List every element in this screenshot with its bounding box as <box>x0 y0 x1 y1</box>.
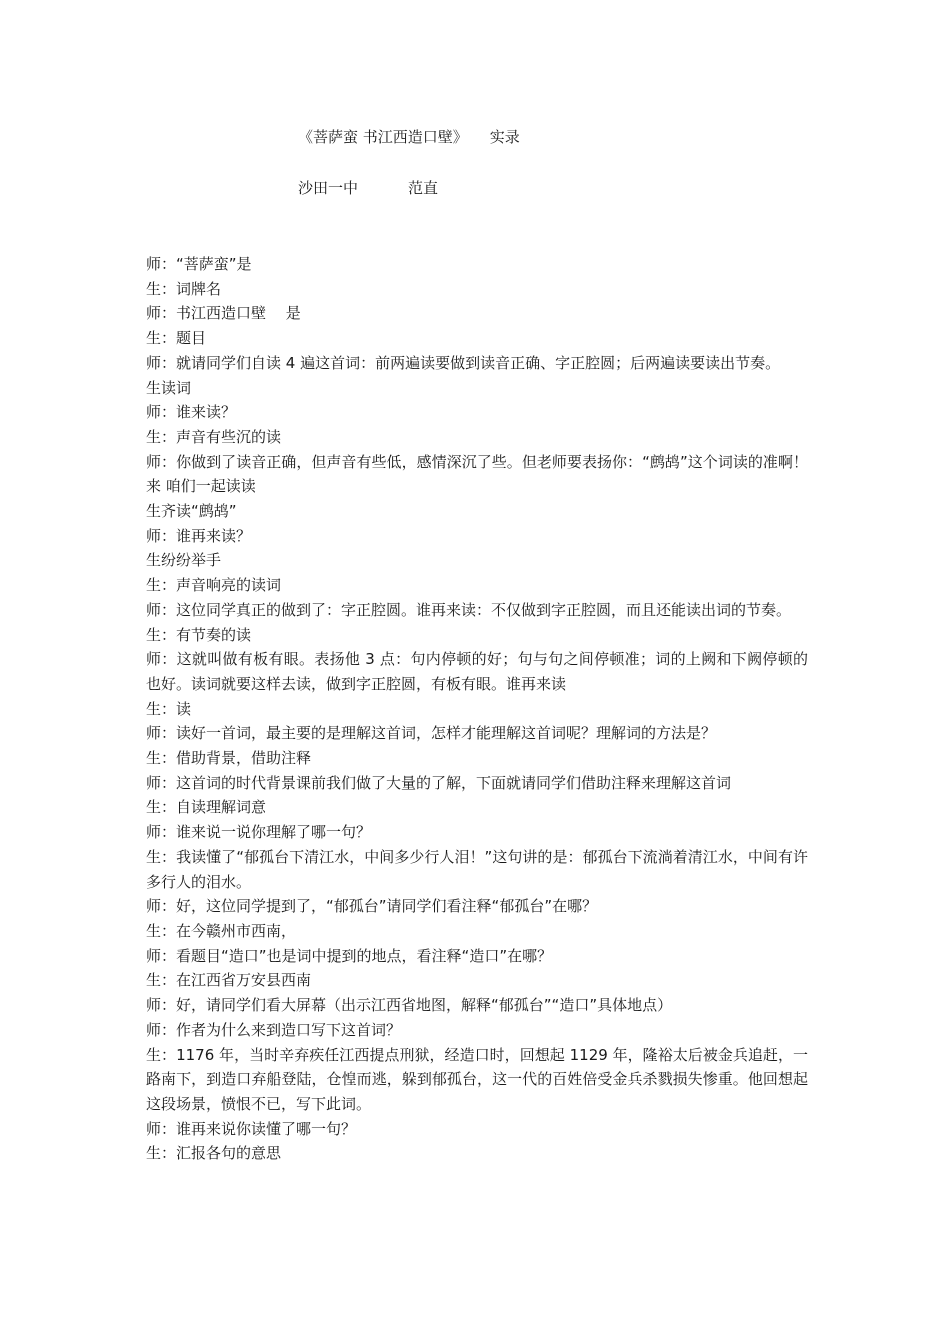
title-suffix: 实录 <box>489 128 520 146</box>
author-name: 范直 <box>408 179 439 197</box>
transcript-body <box>146 252 808 1166</box>
transcript-line: 生：题目 <box>146 329 207 348</box>
transcript-line: 师：好，这位同学提到了，“郁孤台”请同学们看注释“郁孤台”在哪？ <box>146 897 598 916</box>
transcript-line: 师：这首词的时代背景课前我们做了大量的了解，下面就请同学们借助注释来理解这首词 <box>146 773 732 792</box>
transcript-line: 师：谁来说一说你理解了哪一句？ <box>146 823 372 842</box>
transcript-line: 生：在江西省万安县西南 <box>146 971 312 990</box>
transcript-line: 师：你做到了读音正确，但声音有些低，感情深沉了些。但老师要表扬你：“鹧鸪”这个词读的准啊！来 咱们一起读读 <box>146 452 808 496</box>
transcript-line: 生：汇报各句的意思 <box>146 1144 282 1163</box>
byline <box>298 177 438 199</box>
transcript-line: 师：谁来读？ <box>146 403 237 422</box>
transcript-line: 师：谁再来读？ <box>146 526 252 545</box>
transcript-line: 师：“菩萨蛮”是 <box>146 255 252 273</box>
transcript-line: 生读词 <box>146 378 192 397</box>
transcript-line: 师：读好一首词，最主要的是理解这首词，怎样才能理解这首词呢？理解词的方法是？ <box>146 724 717 743</box>
transcript-line: 生：声音有些沉的读 <box>146 427 282 446</box>
transcript-line: 师：看题目“造口”也是词中提到的地点，看注释“造口”在哪？ <box>146 946 553 965</box>
document-title <box>298 126 520 148</box>
transcript-line: 师：这就叫做有板有眼。表扬他 3 点：句内停顿的好；句与句之间停顿准；词的上阙和下阙停顿的也好。读词就要这样去读，做到字正腔圆，有板有眼。谁再来读 <box>146 650 808 693</box>
transcript-line: 师：书江西造口壁 是 <box>146 304 301 323</box>
transcript-line: 师：这位同学真正的做到了：字正腔圆。谁再来读：不仅做到字正腔圆，而且还能读出词的节奏。 <box>146 600 792 619</box>
transcript-line: 生：词牌名 <box>146 279 222 298</box>
transcript-line: 生：我读懂了“郁孤台下清江水，中间多少行人泪！”这句讲的是：郁孤台下流淌着清江水，中间有许多行人的泪水。 <box>146 847 808 891</box>
transcript-line: 生：声音响亮的读词 <box>146 576 282 595</box>
school-name: 沙田一中 <box>298 179 359 197</box>
transcript-line: 生纷纷举手 <box>146 551 222 570</box>
transcript-line: 师：就请同学们自读 4 遍这首词：前两遍读要做到读音正确、字正腔圆；后两遍读要读出节奏。 <box>146 353 781 372</box>
transcript-line: 生齐读“鹧鸪” <box>146 502 237 521</box>
transcript-line: 生：在今赣州市西南， <box>146 921 297 940</box>
title-text: 《菩萨蛮 书江西造口壁》 <box>298 128 468 146</box>
transcript-line: 生：有节奏的读 <box>146 625 252 644</box>
transcript-line: 师：谁再来说你读懂了哪一句？ <box>146 1119 357 1138</box>
transcript-line: 生：自读理解词意 <box>146 798 267 817</box>
transcript-line: 师：好，请同学们看大屏幕（出示江西省地图，解释“郁孤台”“造口”具体地点） <box>146 996 673 1015</box>
transcript-line: 生：借助背景，借助注释 <box>146 749 312 768</box>
transcript-line: 生：读 <box>146 699 192 718</box>
transcript-line: 师：作者为什么来到造口写下这首词？ <box>146 1020 402 1039</box>
transcript-line: 生：1176 年，当时辛弃疾任江西提点刑狱，经造口时，回想起 1129 年，隆裕太后被金兵追赶，一路南下，到造口弃船登陆，仓惶而逃，躲到郁孤台，这一代的百姓倍受金兵杀戮损失惨重。他回想起这段场景，愤恨不已，写下此词。 <box>146 1045 808 1113</box>
